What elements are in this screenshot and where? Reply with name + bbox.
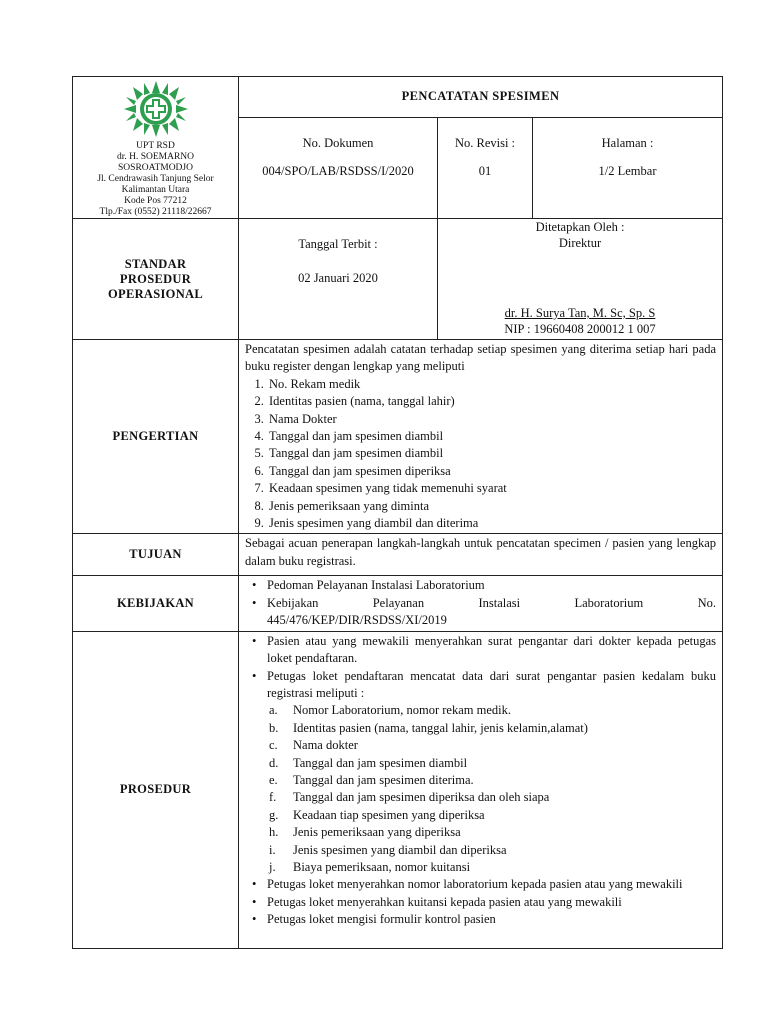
list-item: • Pedoman Pelayanan Instalasi Laboratorium bbox=[267, 577, 716, 594]
signer-nip: NIP : 19660408 200012 1 007 bbox=[504, 322, 656, 336]
sub-list-item: e. Tanggal dan jam spesimen diterima. bbox=[269, 772, 474, 787]
list-item: 1. No. Rekam medik bbox=[267, 376, 716, 393]
prosedur-sub-list bbox=[267, 702, 716, 876]
sub-list-item: g. Keadaan tiap spesimen yang diperiksa bbox=[269, 807, 485, 822]
hospital-name-line3: SOSROATMODJO bbox=[118, 163, 193, 173]
signer-name: dr. H. Surya Tan, M. Sc, Sp. S bbox=[504, 306, 656, 320]
prosedur-bullet2-text: • Petugas loket pendaftaran mencatat data dari surat pengantar pasien kedalam buku registrasi meliputi : bbox=[267, 668, 717, 700]
list-item bbox=[267, 595, 716, 630]
list-item: 7. Keadaan spesimen yang tidak memenuhi syarat bbox=[267, 480, 716, 497]
sop-table bbox=[72, 76, 723, 949]
pengertian-label: PENGERTIAN bbox=[73, 340, 239, 534]
prosedur-label: PROSEDUR bbox=[73, 631, 239, 948]
halaman-label: Halaman : bbox=[601, 135, 654, 150]
document-title: PENCATATAN SPESIMEN bbox=[239, 77, 723, 118]
tanggal-terbit-label: Tanggal Terbit : bbox=[298, 237, 378, 251]
sop-type-line2: PROSEDUR bbox=[119, 271, 192, 286]
list-item: • Petugas loket mengisi formulir kontrol pasien bbox=[267, 911, 716, 928]
no-revisi-value: 01 bbox=[478, 163, 492, 178]
ditetapkan-cell bbox=[438, 219, 723, 340]
kebijakan-word: No. bbox=[697, 595, 716, 610]
hospital-identity-cell bbox=[73, 77, 239, 219]
list-item: 6. Tanggal dan jam spesimen diperiksa bbox=[267, 463, 716, 480]
sop-type-cell bbox=[73, 219, 239, 340]
kebijakan-word: Laboratorium bbox=[574, 595, 644, 610]
sub-list-item: j. Biaya pemeriksaan, nomor kuitansi bbox=[269, 859, 471, 874]
list-item: 3. Nama Dokter bbox=[267, 411, 716, 428]
sub-list-item: a. Nomor Laboratorium, nomor rekam medik. bbox=[269, 703, 511, 718]
sub-list-item: i. Jenis spesimen yang diambil dan diperiksa bbox=[269, 842, 507, 857]
list-item: 2. Identitas pasien (nama, tanggal lahir) bbox=[267, 393, 716, 410]
sop-type-line3: OPERASIONAL bbox=[108, 286, 203, 301]
tujuan-content bbox=[239, 534, 723, 576]
pengertian-list bbox=[245, 376, 716, 533]
no-dokumen-cell bbox=[239, 117, 438, 218]
list-item bbox=[267, 668, 716, 877]
no-dokumen-value: 004/SPO/LAB/RSDSS/I/2020 bbox=[262, 163, 414, 178]
sop-document bbox=[72, 76, 722, 949]
no-revisi-cell bbox=[438, 117, 533, 218]
hospital-name-line2: dr. H. SOEMARNO bbox=[116, 152, 195, 162]
kebijakan-decree-number: 445/476/KEP/DIR/RSDSS/XI/2019 bbox=[267, 613, 447, 628]
sub-list-item: h. Jenis pemeriksaan yang diperiksa bbox=[269, 825, 461, 840]
list-item: 8. Jenis pemeriksaan yang diminta bbox=[267, 498, 716, 515]
no-revisi-label: No. Revisi : bbox=[454, 135, 516, 150]
hospital-address: Jl. Cendrawasih Tanjung Selor bbox=[97, 174, 214, 184]
halaman-cell bbox=[533, 117, 723, 218]
ditetapkan-role: Direktur bbox=[558, 236, 602, 250]
kebijakan-list bbox=[245, 577, 716, 629]
list-item: 9. Jenis spesimen yang diambil dan diterima bbox=[267, 515, 716, 532]
sub-list-item: f. Tanggal dan jam spesimen diperiksa dan oleh siapa bbox=[269, 790, 550, 805]
hospital-province: Kalimantan Utara bbox=[121, 185, 190, 195]
list-item: • Pasien atau yang mewakili menyerahkan surat pengantar dari dokter kepada petugas loket pendaftaran. bbox=[267, 633, 716, 668]
list-item: 4. Tanggal dan jam spesimen diambil bbox=[267, 428, 716, 445]
sub-list-item: d. Tanggal dan jam spesimen diambil bbox=[269, 755, 468, 770]
hospital-name: UPT RSD bbox=[136, 141, 175, 151]
sub-list-item: b. Identitas pasien (nama, tanggal lahir, jenis kelamin,alamat) bbox=[269, 720, 588, 735]
kebijakan-content bbox=[239, 576, 723, 631]
pengertian-intro: Pencatatan spesimen adalah catatan terhadap setiap spesimen yang diterima setiap hari pada buku register dengan lengkap yang meliputi bbox=[245, 342, 717, 374]
hospital-postal-code: Kode Pos 77212 bbox=[124, 196, 187, 206]
no-dokumen-label: No. Dokumen bbox=[302, 135, 374, 150]
hospital-phone: Tlp./Fax (0552) 21118/22667 bbox=[99, 207, 212, 217]
list-item: • Petugas loket menyerahkan nomor laboratorium kepada pasien atau yang mewakili bbox=[267, 876, 716, 893]
prosedur-content bbox=[239, 631, 723, 948]
sop-type-line1: STANDAR bbox=[124, 256, 187, 271]
tujuan-label: TUJUAN bbox=[73, 534, 239, 576]
kebijakan-label: KEBIJAKAN bbox=[73, 576, 239, 631]
pengertian-content bbox=[239, 340, 723, 534]
tanggal-terbit-value: 02 Januari 2020 bbox=[298, 271, 378, 285]
tujuan-text: Sebagai acuan penerapan langkah-langkah untuk pencatatan specimen / pasien yang lengkap dalam buku registrasi. bbox=[245, 536, 717, 568]
kebijakan-word: Pelayanan bbox=[372, 595, 425, 610]
ditetapkan-label: Ditetapkan Oleh : bbox=[535, 220, 625, 234]
kebijakan-word: Instalasi bbox=[478, 595, 521, 610]
tanggal-terbit-cell bbox=[239, 219, 438, 340]
hospital-star-logo-icon bbox=[73, 79, 238, 139]
list-item: 5. Tanggal dan jam spesimen diambil bbox=[267, 445, 716, 462]
list-item: • Petugas loket menyerahkan kuitansi kepada pasien atau yang mewakili bbox=[267, 894, 716, 911]
kebijakan-word: • Kebijakan bbox=[267, 595, 319, 610]
halaman-value: 1/2 Lembar bbox=[598, 163, 657, 178]
prosedur-list bbox=[245, 633, 716, 929]
sub-list-item: c. Nama dokter bbox=[269, 738, 358, 753]
